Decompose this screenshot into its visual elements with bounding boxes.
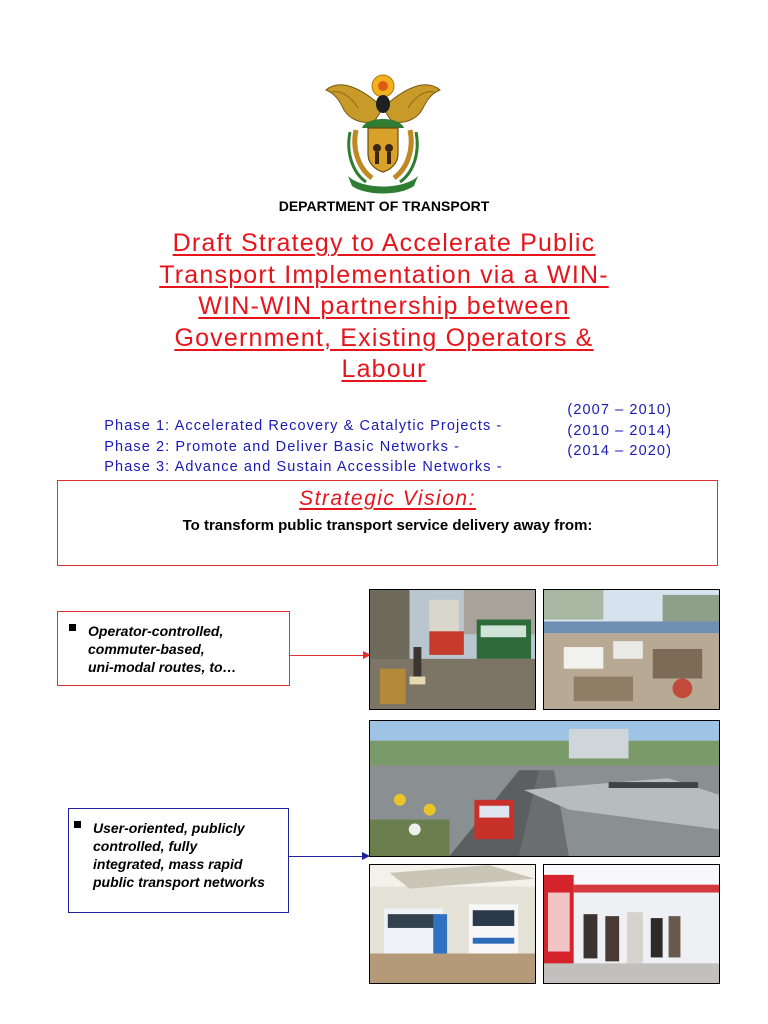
phase-label: Phase 3: Advance and Sustain Accessible Networks - bbox=[104, 459, 503, 475]
coat-of-arms-logo bbox=[322, 68, 444, 194]
phase-label: Phase 1: Accelerated Recovery & Catalytic Projects - bbox=[104, 418, 503, 434]
phase-years: (2007 – 2010) bbox=[567, 402, 672, 418]
title-line: Transport Implementation via a WIN- bbox=[159, 260, 609, 289]
phase-years: (2010 – 2014) bbox=[567, 423, 672, 439]
bullet-line: public transport networks bbox=[93, 874, 265, 890]
bullet-square-icon bbox=[69, 624, 76, 631]
photo-brt-corridor bbox=[369, 720, 720, 857]
bullet-line: Operator-controlled, bbox=[88, 623, 224, 639]
title-line: Government, Existing Operators & bbox=[174, 323, 594, 352]
bullet-line: controlled, fully bbox=[93, 838, 198, 854]
arrow-connector bbox=[290, 655, 366, 656]
bullet-line: commuter-based, bbox=[88, 641, 205, 657]
phase-years: (2014 – 2020) bbox=[567, 443, 672, 459]
bullet-box-future bbox=[68, 808, 289, 913]
bullet-line: integrated, mass rapid bbox=[93, 856, 243, 872]
department-name: DEPARTMENT OF TRANSPORT bbox=[278, 198, 490, 214]
photo-brt-platform bbox=[543, 864, 720, 984]
arrow-connector bbox=[289, 856, 365, 857]
photo-street-buses bbox=[369, 589, 536, 710]
bullet-text bbox=[93, 819, 265, 891]
phase-label: Phase 2: Promote and Deliver Basic Networks - bbox=[104, 439, 460, 455]
bullet-line: uni-modal routes, to… bbox=[88, 659, 237, 675]
document-title bbox=[90, 228, 678, 386]
bullet-square-icon bbox=[74, 821, 81, 828]
strategic-vision-heading bbox=[57, 487, 718, 511]
bullet-line: User-oriented, publicly bbox=[93, 820, 245, 836]
photo-taxi-rank bbox=[543, 589, 720, 710]
vision-heading-text: Strategic Vision: bbox=[299, 487, 476, 510]
title-line: Labour bbox=[341, 355, 427, 383]
strategic-vision-text: To transform public transport service delivery away from: bbox=[182, 517, 593, 534]
title-line: WIN-WIN partnership between bbox=[198, 292, 570, 320]
bullet-box-current bbox=[57, 611, 290, 686]
photo-tram-station bbox=[369, 864, 536, 984]
bullet-text bbox=[88, 622, 237, 676]
title-line: Draft Strategy to Accelerate Public bbox=[172, 229, 596, 257]
